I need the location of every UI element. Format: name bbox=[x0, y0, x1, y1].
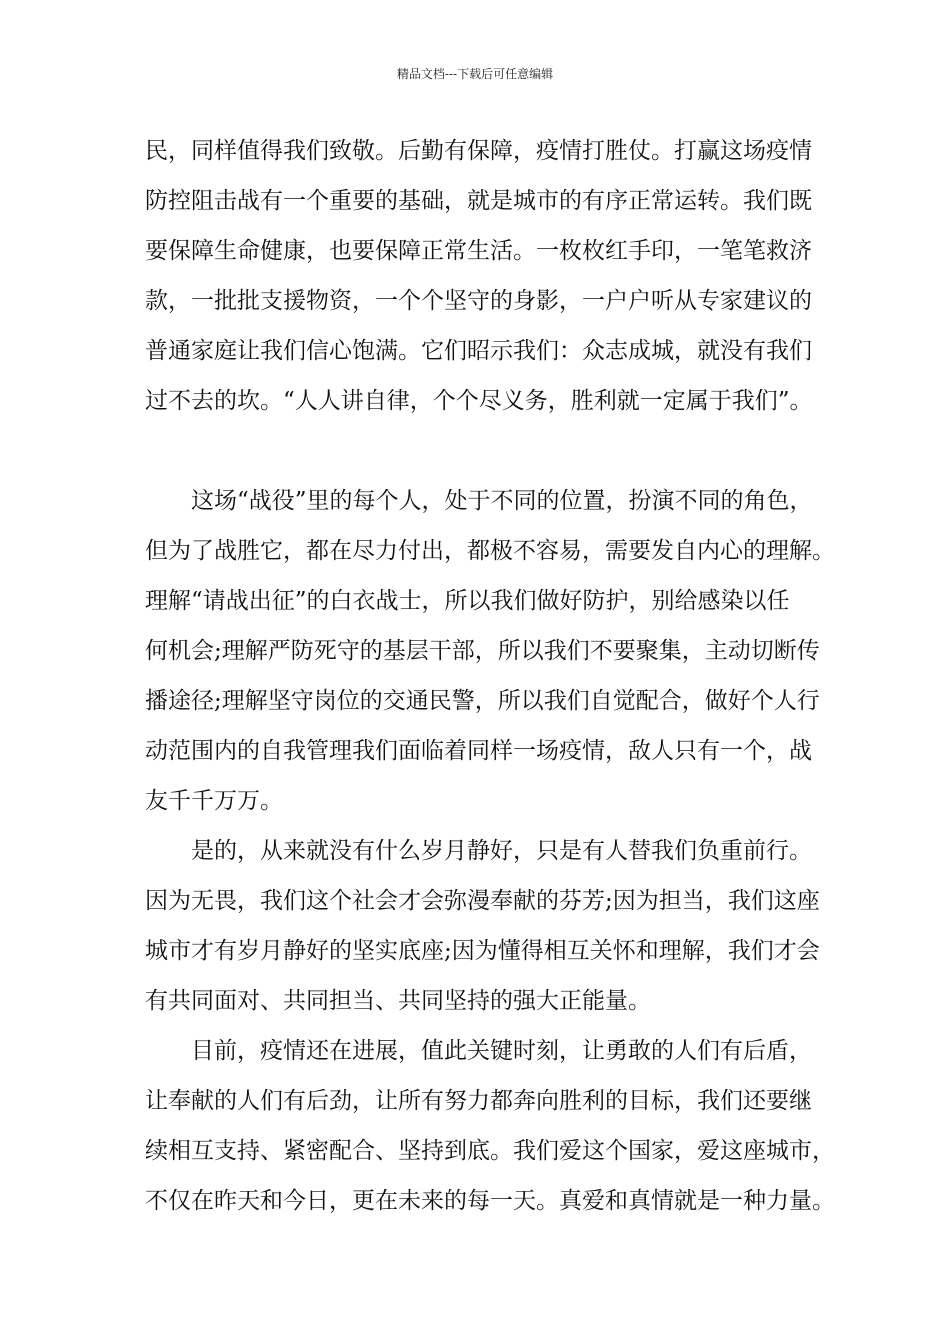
text-line: 民，同样值得我们致敬。后勤有保障，疫情打胜仗。打赢这场疫情 bbox=[145, 138, 812, 164]
text-line: 友千千万万。 bbox=[145, 788, 283, 814]
paragraph-2 bbox=[145, 476, 835, 826]
text-line: 有共同面对、共同担当、共同坚持的强大正能量。 bbox=[145, 988, 651, 1014]
text-line: 续相互支持、紧密配合、坚持到底。我们爱这个国家，爱这座城市， bbox=[145, 1138, 835, 1164]
text-line: 普通家庭让我们信心饱满。它们昭示我们：众志成城，就没有我们 bbox=[145, 338, 812, 364]
document-body bbox=[145, 126, 835, 1226]
paragraph-4 bbox=[145, 1026, 835, 1226]
text-line: 理解“请战出征”的白衣战士，所以我们做好防护，别给感染以任 bbox=[145, 588, 790, 614]
text-line: 是的，从来就没有什么岁月静好，只是有人替我们负重前行。 bbox=[191, 838, 812, 864]
text-line: 城市才有岁月静好的坚实底座;因为懂得相互关怀和理解，我们才会 bbox=[145, 938, 820, 964]
text-line: 播途径;理解坚守岗位的交通民警，所以我们自觉配合，做好个人行 bbox=[145, 688, 820, 714]
text-line: 不仅在昨天和今日，更在未来的每一天。真爱和真情就是一种力量。 bbox=[145, 1188, 835, 1214]
text-line: 款，一批批支援物资，一个个坚守的身影，一户户听从专家建议的 bbox=[145, 288, 812, 314]
text-line: 何机会;理解严防死守的基层干部，所以我们不要聚集，主动切断传 bbox=[145, 638, 820, 664]
page-header: 精品文档---下载后可任意编辑 bbox=[396, 67, 554, 81]
text-line: 目前，疫情还在进展，值此关键时刻，让勇敢的人们有后盾， bbox=[191, 1038, 812, 1064]
text-line: 过不去的坎。“人人讲自律，个个尽义务，胜利就一定属于我们”。 bbox=[145, 388, 813, 414]
paragraph-spacer bbox=[145, 426, 835, 476]
paragraph-1 bbox=[145, 126, 835, 426]
text-line: 要保障生命健康，也要保障正常生活。一枚枚红手印，一笔笔救济 bbox=[145, 238, 812, 264]
text-line: 防控阻击战有一个重要的基础，就是城市的有序正常运转。我们既 bbox=[145, 188, 812, 214]
text-line: 让奉献的人们有后劲，让所有努力都奔向胜利的目标，我们还要继 bbox=[145, 1088, 812, 1114]
text-line: 这场“战役”里的每个人，处于不同的位置，扮演不同的角色， bbox=[191, 488, 813, 514]
text-line: 因为无畏，我们这个社会才会弥漫奉献的芬芳;因为担当，我们这座 bbox=[145, 888, 820, 914]
text-line: 动范围内的自我管理我们面临着同样一场疫情，敌人只有一个，战 bbox=[145, 738, 812, 764]
text-line: 但为了战胜它，都在尽力付出，都极不容易，需要发自内心的理解。 bbox=[145, 538, 835, 564]
paragraph-3 bbox=[145, 826, 835, 1026]
